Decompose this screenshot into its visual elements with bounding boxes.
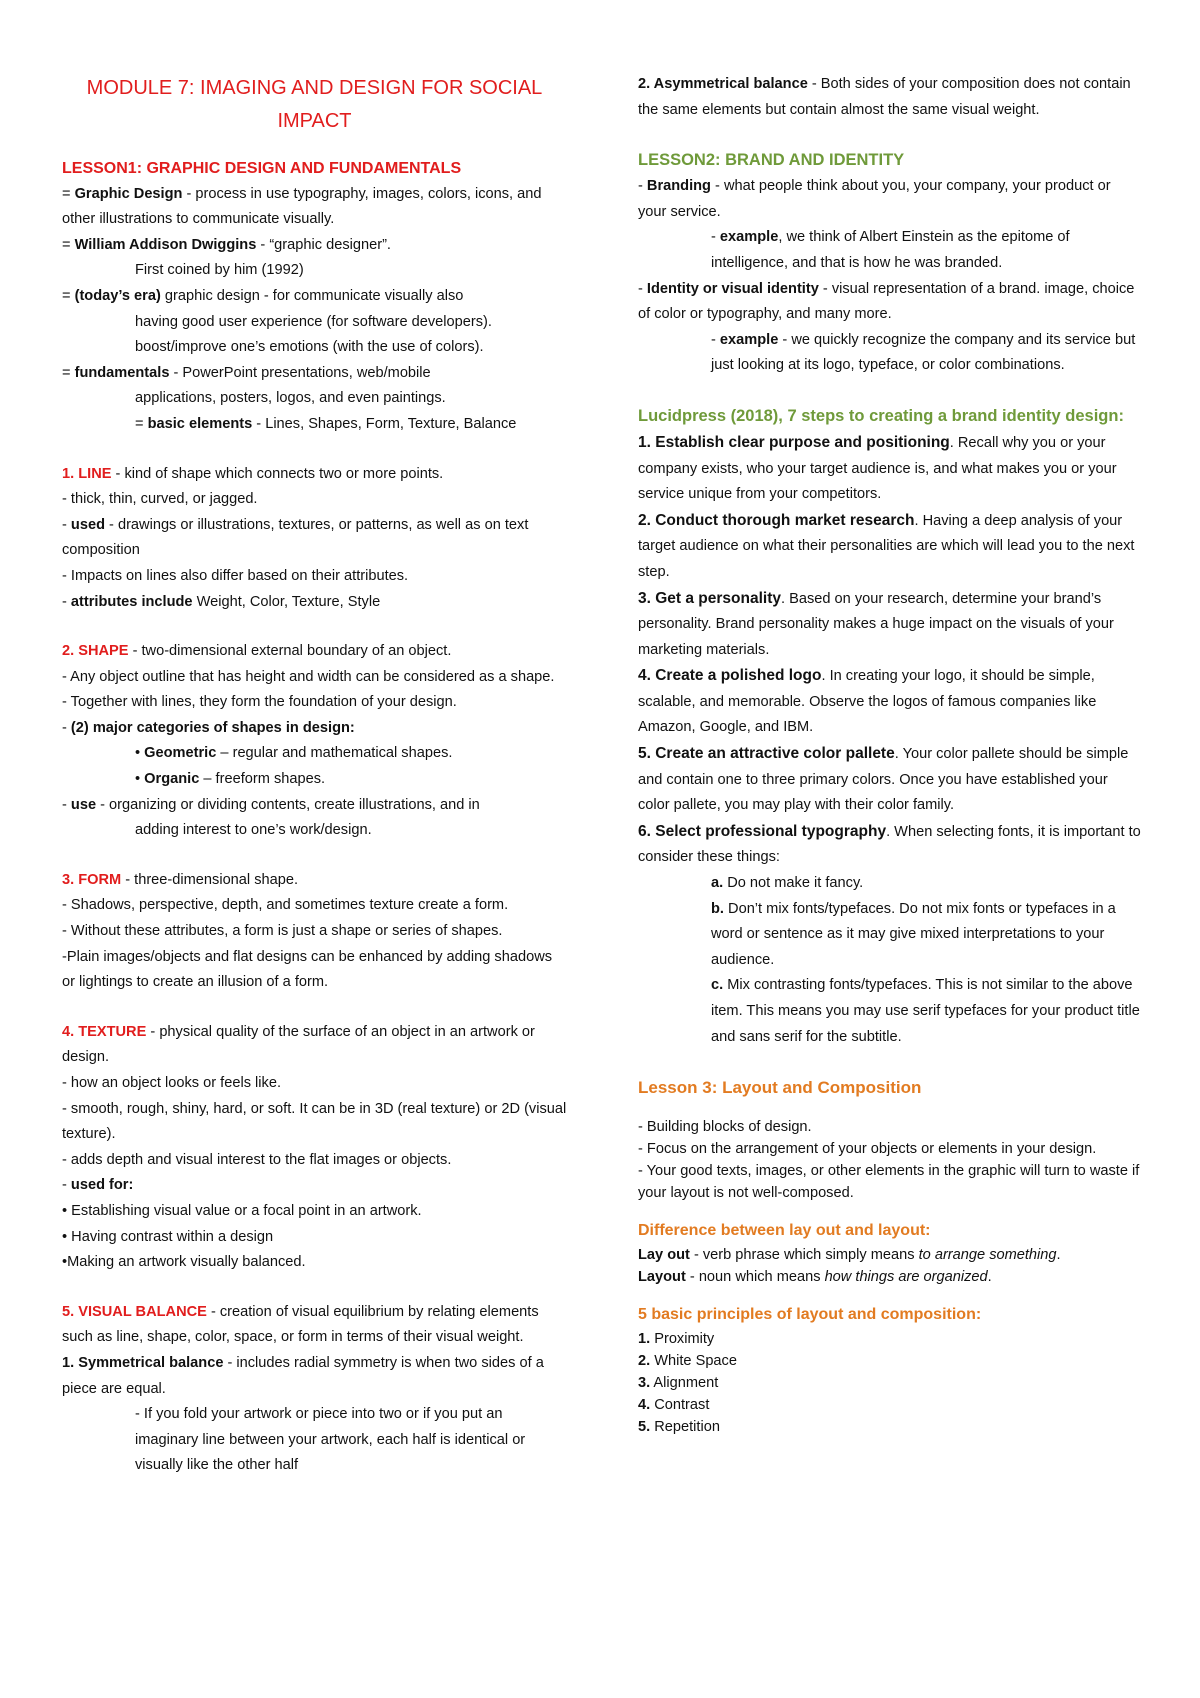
typography-tip: b. Don’t mix fonts/typefaces. Do not mix fonts or typefaces in a word or sentence as it may give mixed interpretations to your audience. [711,900,1116,968]
brand-step: 1. Establish clear purpose and positioning. Recall why you or your company exists, who your target audience is, and what makes you or your service unique from your competitors. [638,433,1117,503]
line-item: - thick, thin, curved, or jagged. [62,491,258,508]
lesson1-line: having good user experience (for software developers). [135,313,492,330]
texture-item: - smooth, rough, shiny, hard, or soft. It can be in 3D (real texture) or 2D (visual texture). [62,1100,567,1143]
lesson2-item: - Identity or visual identity - visual representation of a brand. image, choice of color or typography, and many more. [638,280,1135,323]
texture-item: • Establishing visual value or a focal point in an artwork. [62,1202,422,1219]
form-item: - Without these attributes, a form is just a shape or series of shapes. [62,923,503,940]
left-column [62,72,567,1479]
lesson1-line: = fundamentals - PowerPoint presentations, web/mobile [62,364,431,381]
line-item: - attributes include Weight, Color, Texture, Style [62,593,381,610]
lesson1-line: boost/improve one’s emotions (with the use of colors). [135,339,484,356]
lesson1-line: = basic elements - Lines, Shapes, Form, Texture, Balance [135,415,517,432]
lesson2-item: - example - we quickly recognize the company and its service but just looking at its logo, typeface, or color combinations. [711,331,1136,374]
lesson1-line: applications, posters, logos, and even paintings. [135,390,446,407]
lesson1-heading: LESSON1: GRAPHIC DESIGN AND FUNDAMENTALS [62,160,462,177]
difference-item: Layout - noun which means how things are organized. [638,1269,992,1286]
principle-item: 5. Repetition [638,1419,720,1436]
lesson2-heading: LESSON2: BRAND AND IDENTITY [638,151,905,170]
texture-item: - used for: [62,1177,134,1194]
balance-item: 2. Asymmetrical balance - Both sides of your composition does not contain the same elements but contain almost the same visual weight. [638,76,1131,118]
principle-item: 1. Proximity [638,1331,715,1348]
principle-item: 4. Contrast [638,1397,710,1414]
lesson3-item: - Your good texts, images, or other elements in the graphic will turn to waste if your layout is not well-composed. [638,1163,1140,1202]
principle-item: 3. Alignment [638,1375,719,1392]
brand-step: 3. Get a personality. Based on your research, determine your brand’s personality. Brand personality makes a huge impact on the visuals of your marketing materials. [638,589,1114,658]
texture-section-heading: 4. TEXTURE - physical quality of the surface of an object in an artwork or design. [62,1023,535,1066]
lesson3-item: - Building blocks of design. [638,1119,812,1136]
principles-heading: 5 basic principles of layout and composition: [638,1306,982,1324]
lesson1-line: = William Addison Dwiggins - “graphic designer”. [62,236,391,253]
shape-item: - Any object outline that has height and width can be considered as a shape. [62,668,555,685]
lesson2-item: - example, we think of Albert Einstein as the epitome of intelligence, and that is how he was branded. [711,229,1070,271]
difference-heading: Difference between lay out and layout: [638,1222,931,1240]
lucidpress-heading: Lucidpress (2018), 7 steps to creating a brand identity design: [638,406,1124,425]
difference-item: Lay out - verb phrase which simply means to arrange something. [638,1247,1061,1264]
shape-item: • Organic – freeform shapes. [135,771,326,788]
form-section-heading: 3. FORM - three-dimensional shape. [62,871,299,888]
typography-tip: c. Mix contrasting fonts/typefaces. This is not similar to the above item. This means you may use serif typefaces for your product title and sans serif for the subtitle. [711,977,1140,1045]
brand-step: 5. Create an attractive color pallete. Your color pallete should be simple and contain one to three primary colors. Once you have established your color pallete, you may play with their color family. [638,745,1129,814]
line-item: - Impacts on lines also differ based on their attributes. [62,567,409,584]
form-item: - Shadows, perspective, depth, and sometimes texture create a form. [62,897,509,914]
shape-item: - use - organizing or dividing contents, create illustrations, and in [62,796,480,813]
lesson3-heading: Lesson 3: Layout and Composition [638,1078,922,1098]
form-item: -Plain images/objects and flat designs can be enhanced by adding shadows or lightings to create an illusion of a form. [62,948,553,991]
balance-section-heading: 5. VISUAL BALANCE - creation of visual equilibrium by relating elements such as line, shape, color, space, or form in terms of their visual weight. [62,1303,539,1346]
lesson1-line: = (today’s era) graphic design - for communicate visually also [62,287,464,304]
texture-item: •Making an artwork visually balanced. [62,1254,306,1271]
shape-item: • Geometric – regular and mathematical shapes. [135,745,453,762]
principle-item: 2. White Space [638,1353,737,1370]
brand-step: 4. Create a polished logo. In creating your logo, it should be simple, scalable, and memorable. Observe the logos of famous companies like Amazon, Google, and IBM. [638,667,1097,736]
lesson1-line: = Graphic Design - process in use typography, images, colors, icons, and other illustrations to communicate visually. [62,185,542,228]
texture-item: - adds depth and visual interest to the flat images or objects. [62,1151,452,1168]
right-column [638,72,1143,1438]
balance-item: - If you fold your artwork or piece into two or if you put an imaginary line between your artwork, each half is identical or visually like the other half [135,1406,526,1474]
texture-item: - how an object looks or feels like. [62,1075,282,1091]
lesson1-line: First coined by him (1992) [135,262,304,279]
typography-tip: a. Do not make it fancy. [711,875,864,892]
brand-step: 2. Conduct thorough market research. Having a deep analysis of your target audience on what their personalities are which will lead you to the next step. [638,511,1135,580]
page-title: MODULE 7: IMAGING AND DESIGN FOR SOCIAL IMPACT [86,77,543,132]
brand-step: 6. Select professional typography. When selecting fonts, it is important to consider these things: [638,822,1141,866]
shape-section-heading: 2. SHAPE - two-dimensional external boundary of an object. [62,643,452,660]
line-section-heading: 1. LINE - kind of shape which connects two or more points. [62,465,444,482]
lesson2-item: - Branding - what people think about you, your company, your product or your service. [638,178,1111,220]
shape-item: - Together with lines, they form the foundation of your design. [62,694,457,711]
lesson3-item: - Focus on the arrangement of your objects or elements in your design. [638,1141,1097,1158]
line-item: - used - drawings or illustrations, textures, or patterns, as well as on text composition [62,516,529,559]
shape-item: adding interest to one’s work/design. [135,822,372,839]
texture-item: • Having contrast within a design [62,1228,274,1245]
shape-item: - (2) major categories of shapes in design: [62,719,355,736]
balance-item: 1. Symmetrical balance - includes radial symmetry is when two sides of a piece are equal. [62,1354,544,1397]
